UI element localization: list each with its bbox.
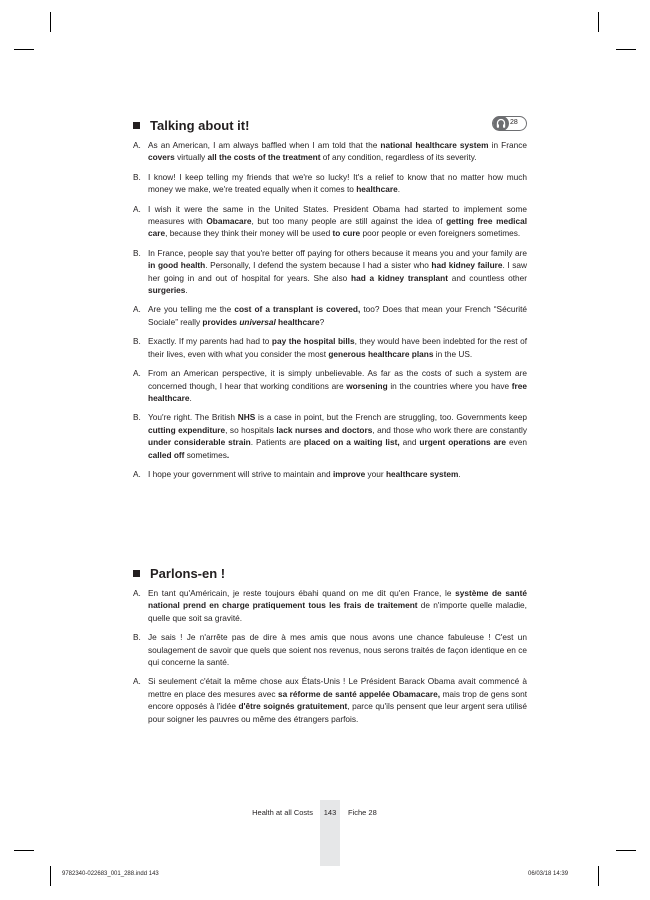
bold-phrase: all the costs of the treatment [207,152,321,163]
crop-mark [616,49,636,50]
text-run: virtually [174,152,208,163]
text-run: in France [488,140,528,150]
text-run: I wish it were the same in the United States. President Obama had started to implement some measures with [148,203,527,227]
text-run: . [458,468,461,479]
dialogue-line [133,303,527,328]
dialogue-text [148,367,527,404]
slug-filename: 9782340-022683_001_288.indd 143 [62,871,159,877]
text-run: your [365,468,386,479]
slug-date: 06/03/18 14:39 [528,871,569,877]
dialogue-text [148,411,527,461]
footer-running-title: Health at all Costs [252,808,313,817]
dialogue-text [148,675,527,725]
text-run: de n'importe quelle maladie, quelle que soit sa gravité. [148,600,527,623]
bold-phrase: covers [148,152,175,163]
speaker-label: B. [133,336,141,347]
crop-mark [14,49,34,50]
bold-phrase: had a kidney transplant [351,272,448,283]
bold-phrase: pay the hospital bills [271,336,355,347]
dialogue-text [148,247,527,297]
dialogue-text [148,587,527,624]
text-run: . [185,285,188,296]
dialogue-english [133,139,527,480]
text-run: . Personally, I defend the system because I had a sister who [205,260,432,271]
text-run: In France, people say that you're better off paying for others because it means you and your family are [148,247,527,258]
bold-phrase: national healthcare system [380,140,489,150]
dialogue-text [148,468,527,480]
text-run: sometimes [184,449,227,460]
speaker-label: A. [133,588,141,598]
text-run: From an American perspective, it is simply unbelievable. As far as the costs of such a system are concerned though, I hear that working conditions are [148,368,527,391]
bold-phrase: universal [239,316,276,327]
speaker-label: B. [133,247,141,258]
text-run: even [506,437,527,448]
text-run: and [399,437,420,448]
crop-mark [14,850,34,851]
dialogue-text [148,303,527,328]
section-title-english [133,118,249,133]
text-run: You're right. The British [148,412,238,423]
bold-phrase: healthcare [275,316,320,327]
text-run: , and those who work there are constantly [372,424,528,435]
audio-track-badge[interactable] [492,116,527,131]
bold-phrase: free healthcare [148,380,528,403]
text-run: I know! I keep telling my friends that we're so lucky! It's a relief to know that no matter how much money we make, we're treated equally when it comes to [148,171,527,195]
dialogue-line [133,675,527,725]
bold-phrase: placed on a waiting list, [303,437,400,448]
bold-phrase: in good health [148,260,206,271]
text-run: , so hospitals [225,424,277,435]
text-run: , they would have been indebted for the rest of their lives, even with what you consider the most [148,336,527,359]
bold-phrase: called off [148,449,185,460]
speaker-label: A. [133,468,141,479]
bold-phrase: improve [332,468,366,479]
dialogue-line [133,587,527,624]
dialogue-text [148,335,527,360]
square-bullet-icon [133,570,140,577]
bold-phrase: generous healthcare plans [328,348,434,359]
dialogue-text [148,631,527,668]
text-run: , but too many people are still against the idea of [251,216,447,227]
dialogue-line [133,411,527,461]
bold-phrase: under considerable strain [148,437,251,448]
dialogue-line [133,139,527,164]
bold-phrase: worsening [346,380,388,391]
text-run: is a case in point, but the French are struggling, too. Governments keep [255,412,528,423]
speaker-label: A. [133,203,141,214]
dialogue-text [148,203,527,240]
crop-mark [50,12,51,32]
bold-phrase: Obamacare [206,216,252,227]
dialogue-text [148,139,527,164]
dialogue-text [148,171,527,196]
text-run: of any condition, regardless of its severity. [320,152,477,163]
speaker-label: A. [133,368,141,379]
text-run: . Patients are [250,437,304,448]
dialogue-french [133,587,527,725]
headphones-icon [493,116,509,131]
text-run: poor people or even foreigners sometimes. [360,228,521,239]
text-run: mais trop de gens sont encore opposés à l'idée [148,688,527,712]
text-run: Exactly. If my parents had had to [148,336,272,347]
speaker-label: B. [133,412,141,423]
bold-phrase: surgeries [148,285,186,296]
bold-phrase: cost of a transplant is covered, [234,304,361,315]
speaker-label: B. [133,632,141,643]
speaker-label: A. [133,676,141,687]
text-run: . I saw her going in and out of hospital for years. She also [148,260,527,283]
section-title-french [133,566,225,581]
section-title-text: Talking about it! [150,118,250,133]
bold-phrase: système de santé national prend en charge pratiquement tous les frais de traitement [148,588,527,611]
section-title-text: Parlons-en ! [150,566,226,581]
text-run: Je sais ! Je n'arrête pas de dire à mes amis que nous avons une chance fabuleuse ! C'est un soulagement de savoir que quels que soient nos revenus, nous serons traités de façon identique en ce qui concerne la santé. [148,632,527,668]
bold-phrase: NHS [237,412,256,423]
bold-phrase: urgent operations are [419,437,507,448]
crop-mark [616,850,636,851]
bold-phrase: cutting expenditure [148,424,226,435]
crop-mark [50,866,51,886]
dialogue-line [133,247,527,297]
crop-mark [598,866,599,886]
text-run: . [397,184,401,195]
page-number: 143 [323,808,337,817]
track-number: 28 [510,119,518,126]
speaker-label: A. [133,304,141,315]
bold-phrase: lack nurses and doctors [276,424,373,435]
text-run: . [189,392,192,403]
text-run: ? [319,316,325,327]
text-run: and countless other [447,272,527,283]
bold-phrase: getting free medical care [148,216,527,239]
bold-phrase: . [226,449,230,460]
dialogue-line [133,171,527,196]
dialogue-line [133,631,527,668]
bold-phrase: d'être soignés gratuitement [238,701,348,712]
speaker-label: A. [133,140,141,150]
footer-fiche: Fiche 28 [348,808,377,817]
text-run: Si seulement c'était la même chose aux États-Unis ! Le Président Barack Obama avait commencé à mettre en place des mesures avec [148,676,527,699]
bold-phrase: sa réforme de santé appelée Obamacare, [277,688,441,699]
bold-phrase: healthcare [356,184,398,195]
text-run: As an American, I am always baffled when I am told that the [148,140,381,150]
text-run: in the US. [433,348,473,359]
dialogue-line [133,335,527,360]
dialogue-line [133,367,527,404]
text-run: Are you telling me the [148,304,235,315]
bold-phrase: healthcare system [385,468,459,479]
bold-phrase: had kidney failure [431,260,503,271]
text-run: , because they think their money will be used [165,228,333,239]
text-run: in the countries where you have [387,380,512,391]
text-run: En tant qu'Américain, je reste toujours ébahi quand on me dit qu'en France, le [148,588,456,598]
square-bullet-icon [133,122,140,129]
speaker-label: B. [133,171,141,182]
dialogue-line [133,203,527,240]
text-run: too? Does that mean your French “Sécurité Sociale” really [148,304,527,327]
bold-phrase: provides [202,316,240,327]
text-run: , parce qu'ils pensent que leur argent sera utilisé pour soigner les pauvres ou même des étrangers parfois. [148,701,527,724]
dialogue-line [133,468,527,480]
text-run: I hope your government will strive to maintain and [148,468,333,479]
bold-phrase: to cure [332,228,361,239]
crop-mark [598,12,599,32]
